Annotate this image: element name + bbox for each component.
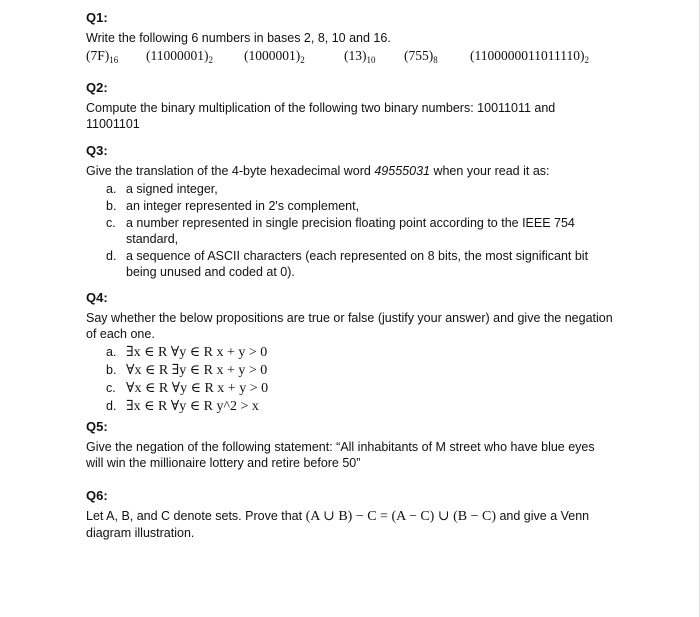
question-2 <box>86 80 626 132</box>
question-5 <box>86 419 626 471</box>
number-4: $(13)_{10}$ <box>344 48 376 65</box>
number-5: $(755)_8$ <box>404 48 438 65</box>
list-item: b. ∀x ∈ R ∃y ∈ R x + y > 0 <box>106 363 268 378</box>
question-4-items <box>86 344 626 415</box>
question-4 <box>86 290 626 416</box>
list-item: d. ∃x ∈ R ∀y ∈ R y^2 > x <box>106 399 259 414</box>
question-2-line-1: Compute the binary multiplication of the following two binary numbers: 10011011 and <box>86 101 556 115</box>
question-6-line-1: Let A, B, and C denote sets. Prove that (A ∪ B) − C = (A − C) ∪ (B − C) and give a Venn <box>86 509 590 524</box>
list-item: b. an integer represented in 2's complement, <box>106 199 360 213</box>
number-6: $(1100000011011110)_2$ <box>470 48 589 65</box>
list-item: a. ∃x ∈ R ∀y ∈ R x + y > 0 <box>106 345 268 360</box>
question-5-title: Q5: <box>86 419 108 434</box>
list-item: a. a signed integer, <box>106 182 218 196</box>
number-3: $(1000001)_2$ <box>244 48 305 65</box>
question-5-line-2: will win the millionaire lottery and retire before 50” <box>86 456 361 470</box>
set-identity: (A ∪ B) − C = (A − C) ∪ (B − C) <box>305 509 496 524</box>
question-4-line-1: Say whether the below propositions are true or false (justify your answer) and give the negation <box>86 311 613 325</box>
number-list <box>86 48 626 64</box>
question-4-line-2: of each one. <box>86 327 155 341</box>
number-1: $(7F)_{16}$ <box>86 48 119 65</box>
question-2-title: Q2: <box>86 80 108 95</box>
question-1-text: Write the following 6 numbers in bases 2, 8, 10 and 16. <box>86 31 391 45</box>
question-3 <box>86 143 626 281</box>
list-item: c. a number represented in single precision floating point according to the IEEE 754 standard, <box>106 216 575 246</box>
question-6 <box>86 488 626 541</box>
list-item: c. ∀x ∈ R ∀y ∈ R x + y > 0 <box>106 381 269 396</box>
number-2: $(11000001)_2$ <box>146 48 213 65</box>
question-1-title: Q1: <box>86 10 108 25</box>
question-4-title: Q4: <box>86 290 108 305</box>
question-5-line-1: Give the negation of the following statement: “All inhabitants of M street who have blue eyes <box>86 440 595 454</box>
question-3-text: Give the translation of the 4-byte hexadecimal word 49555031 when your read it as: <box>86 164 550 178</box>
question-1 <box>86 10 626 64</box>
question-6-title: Q6: <box>86 488 108 503</box>
question-6-line-2: diagram illustration. <box>86 526 195 540</box>
list-item: d. a sequence of ASCII characters (each represented on 8 bits, the most significant bit being unused and coded at 0). <box>106 249 589 279</box>
question-3-items <box>86 181 626 280</box>
hex-word: 49555031 <box>374 164 430 178</box>
question-2-line-2: 11001101 <box>86 117 140 131</box>
question-3-title: Q3: <box>86 143 108 158</box>
